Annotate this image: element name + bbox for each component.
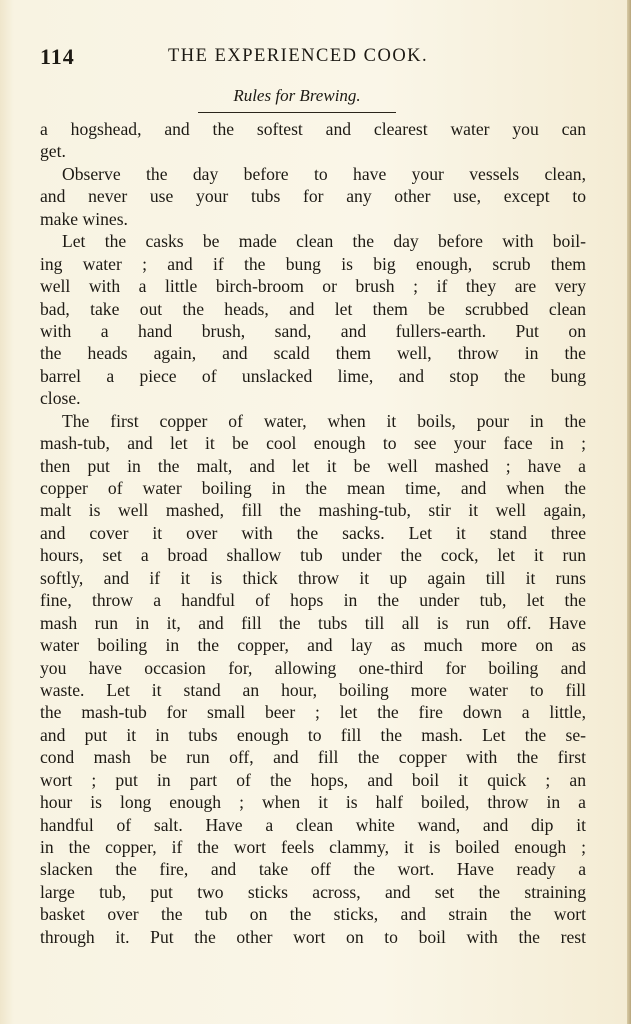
text-line: malt is well mashed, fill the mashing-tub, stir it well again, — [40, 500, 586, 521]
text-line: and never use your tubs for any other use, except to — [40, 186, 586, 207]
text-line: and put it in tubs enough to fill the mash. Let the se- — [40, 724, 586, 745]
text-line: then put in the malt, and let it be well mashed ; have a — [40, 455, 586, 476]
body-text — [40, 118, 586, 948]
running-head — [40, 44, 596, 72]
book-title: THE EXPERIENCED COOK. — [168, 46, 429, 66]
page-edge — [627, 0, 631, 1024]
text-line: water boiling in the copper, and lay as much more on as — [40, 635, 586, 656]
text-line: and cover it over with the sacks. Let it stand three — [40, 522, 586, 543]
text-line: basket over the tub on the sticks, and strain the wort — [40, 904, 586, 925]
text-line: Let the casks be made clean the day before with boil- — [62, 231, 586, 252]
text-line: handful of salt. Have a clean white wand, and dip it — [40, 814, 586, 835]
text-line: the mash-tub for small beer ; let the fire down a little, — [40, 702, 586, 723]
text-line: large tub, put two sticks across, and set the straining — [40, 881, 586, 902]
text-line: softly, and if it is thick throw it up again till it runs — [40, 567, 586, 588]
text-line: barrel a piece of unslacked lime, and stop the bung — [40, 365, 586, 386]
text-line: in the copper, if the wort feels clammy, it is boiled enough ; — [40, 837, 586, 857]
text-line: a hogshead, and the softest and clearest water you can — [40, 119, 586, 139]
text-line: The first copper of water, when it boils, pour in the — [62, 410, 586, 431]
text-line: cond mash be run off, and fill the copper with the first — [40, 747, 586, 768]
text-line: get. — [40, 141, 66, 162]
text-line: you have occasion for, allowing one-third for boiling and — [40, 657, 586, 678]
text-line: with a hand brush, sand, and fullers-earth. Put on — [40, 320, 586, 341]
text-line: waste. Let it stand an hour, boiling more water to fill — [40, 679, 586, 700]
text-line: bad, take out the heads, and let them be scrubbed clean — [40, 298, 586, 319]
text-line: slacken the fire, and take off the wort. Have ready a — [40, 859, 586, 880]
section-rule — [198, 112, 396, 113]
text-line: close. — [40, 388, 81, 409]
text-line: make wines. — [40, 208, 128, 229]
text-line: mash run in it, and fill the tubs till all is run off. Have — [40, 612, 586, 633]
text-line: hour is long enough ; when it is half boiled, throw in a — [40, 792, 586, 813]
text-line: mash-tub, and let it be cool enough to see your face in ; — [40, 433, 586, 454]
text-line: fine, throw a handful of hops in the under tub, let the — [40, 590, 586, 611]
text-line: through it. Put the other wort on to boil with the rest — [40, 926, 586, 947]
text-line: copper of water boiling in the mean time, and when the — [40, 478, 586, 498]
text-line: hours, set a broad shallow tub under the cock, let it run — [40, 545, 586, 566]
text-line: Observe the day before to have your vessels clean, — [62, 163, 586, 184]
text-line: ing water ; and if the bung is big enough, scrub them — [40, 253, 586, 274]
text-line: the heads again, and scald them well, throw in the — [40, 343, 586, 364]
section-title: Rules for Brewing. — [233, 86, 361, 105]
text-line: wort ; put in part of the hops, and boil it quick ; an — [40, 769, 586, 790]
text-line: well with a little birch-broom or brush ; if they are very — [40, 276, 586, 297]
page-number: 114 — [40, 44, 75, 69]
